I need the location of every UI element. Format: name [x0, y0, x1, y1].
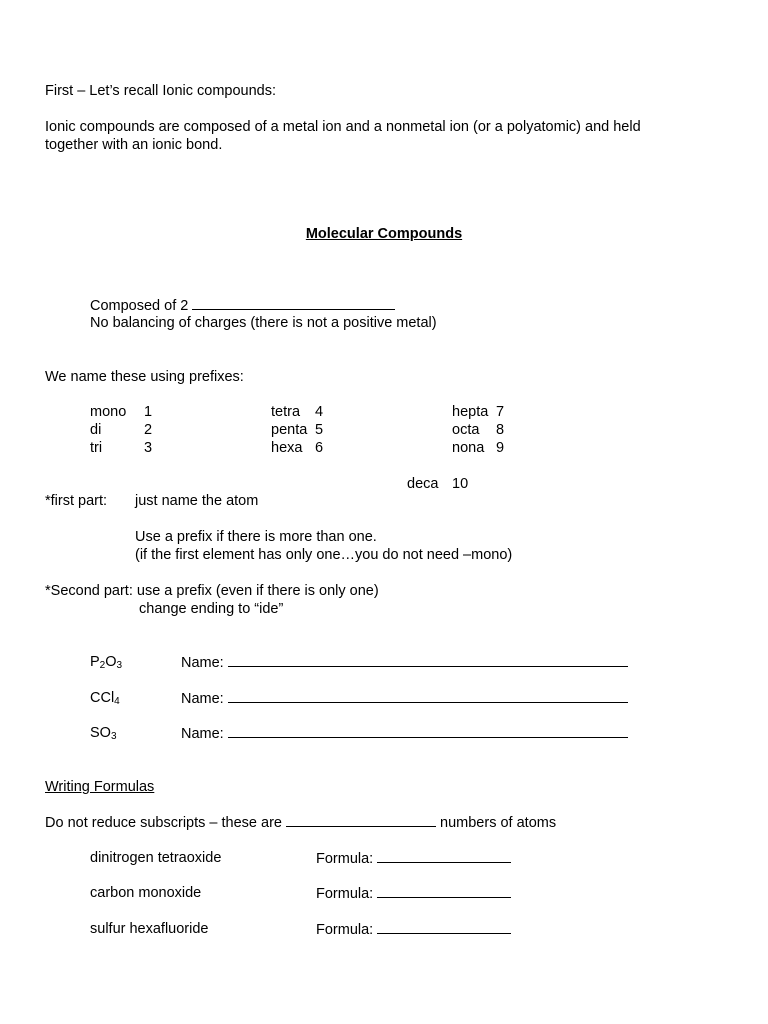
prefix-use-line: Use a prefix if there is more than one. [135, 529, 377, 545]
formula-answer-row [316, 884, 511, 903]
name-answer-row [181, 724, 628, 743]
reduce-subscripts-line: Do not reduce subscripts – these are numbers of atoms [45, 815, 557, 831]
compound-name: sulfur hexafluoride [90, 921, 209, 937]
prefix-number: 4 [315, 404, 324, 420]
compound-formula: $P_2O_3$ [90, 654, 123, 671]
formula-blank[interactable] [377, 884, 511, 898]
formula-label: Formula: [316, 922, 374, 938]
prefix-name: nona [452, 440, 485, 456]
writing-formulas-heading: Writing Formulas [45, 779, 155, 795]
compound-formula: CCl$_4$ [90, 690, 120, 707]
subscripts-blank[interactable] [286, 813, 436, 827]
ionic-definition-line-1: Ionic compounds are composed of a metal ion and a nonmetal ion (or a polyatomic) and held [45, 119, 641, 135]
name-blank[interactable] [228, 689, 628, 703]
first-part-label: *first part: [45, 493, 108, 509]
prefix-name: deca [407, 476, 439, 492]
prefix-number: 5 [315, 422, 324, 438]
section-heading: Molecular Compounds [305, 226, 463, 242]
prefix-number: 10 [452, 476, 469, 492]
formula-blank[interactable] [377, 849, 511, 863]
ionic-definition-line-2: together with an ionic bond. [45, 137, 223, 153]
prefix-number: 2 [144, 422, 153, 438]
prefixes-intro: We name these using prefixes: [45, 369, 244, 385]
compound-name: carbon monoxide [90, 885, 202, 901]
formula-label: Formula: [316, 851, 374, 867]
prefix-name: di [90, 422, 102, 438]
prefix-number: 9 [496, 440, 505, 456]
name-blank[interactable] [228, 653, 628, 667]
name-answer-row [181, 689, 628, 708]
first-part-text: just name the atom [135, 493, 259, 509]
prefix-name: hexa [271, 440, 303, 456]
no-balancing-line: No balancing of charges (there is not a positive metal) [90, 315, 437, 331]
formula-blank[interactable] [377, 920, 511, 934]
composed-blank[interactable] [192, 296, 395, 310]
composed-label: Composed of 2 [90, 298, 189, 314]
prefix-number: 3 [144, 440, 153, 456]
name-label: Name: [181, 691, 224, 707]
composed-line [90, 296, 395, 315]
name-label: Name: [181, 726, 224, 742]
prefix-name: penta [271, 422, 308, 438]
recall-line: First – Let’s recall Ionic compounds: [45, 83, 277, 99]
compound-formula: $SO_3$ [90, 725, 117, 742]
name-answer-row [181, 653, 628, 672]
prefix-name: octa [452, 422, 480, 438]
prefix-name: tri [90, 440, 103, 456]
name-label: Name: [181, 655, 224, 671]
prefix-name: tetra [271, 404, 301, 420]
prefix-number: 8 [496, 422, 505, 438]
prefix-number: 7 [496, 404, 505, 420]
name-blank[interactable] [228, 724, 628, 738]
formula-label: Formula: [316, 886, 374, 902]
formula-answer-row [316, 920, 511, 939]
prefix-name: hepta [452, 404, 489, 420]
second-part-line-2: change ending to “ide” [139, 601, 284, 617]
second-part-line-1: *Second part: use a prefix (even if there is only one) [45, 583, 379, 599]
prefix-note-line: (if the first element has only one…you do not need –mono) [135, 547, 513, 563]
prefix-number: 1 [144, 404, 153, 420]
formula-answer-row [316, 849, 511, 868]
prefix-name: mono [90, 404, 127, 420]
prefix-number: 6 [315, 440, 324, 456]
compound-name: dinitrogen tetraoxide [90, 850, 222, 866]
